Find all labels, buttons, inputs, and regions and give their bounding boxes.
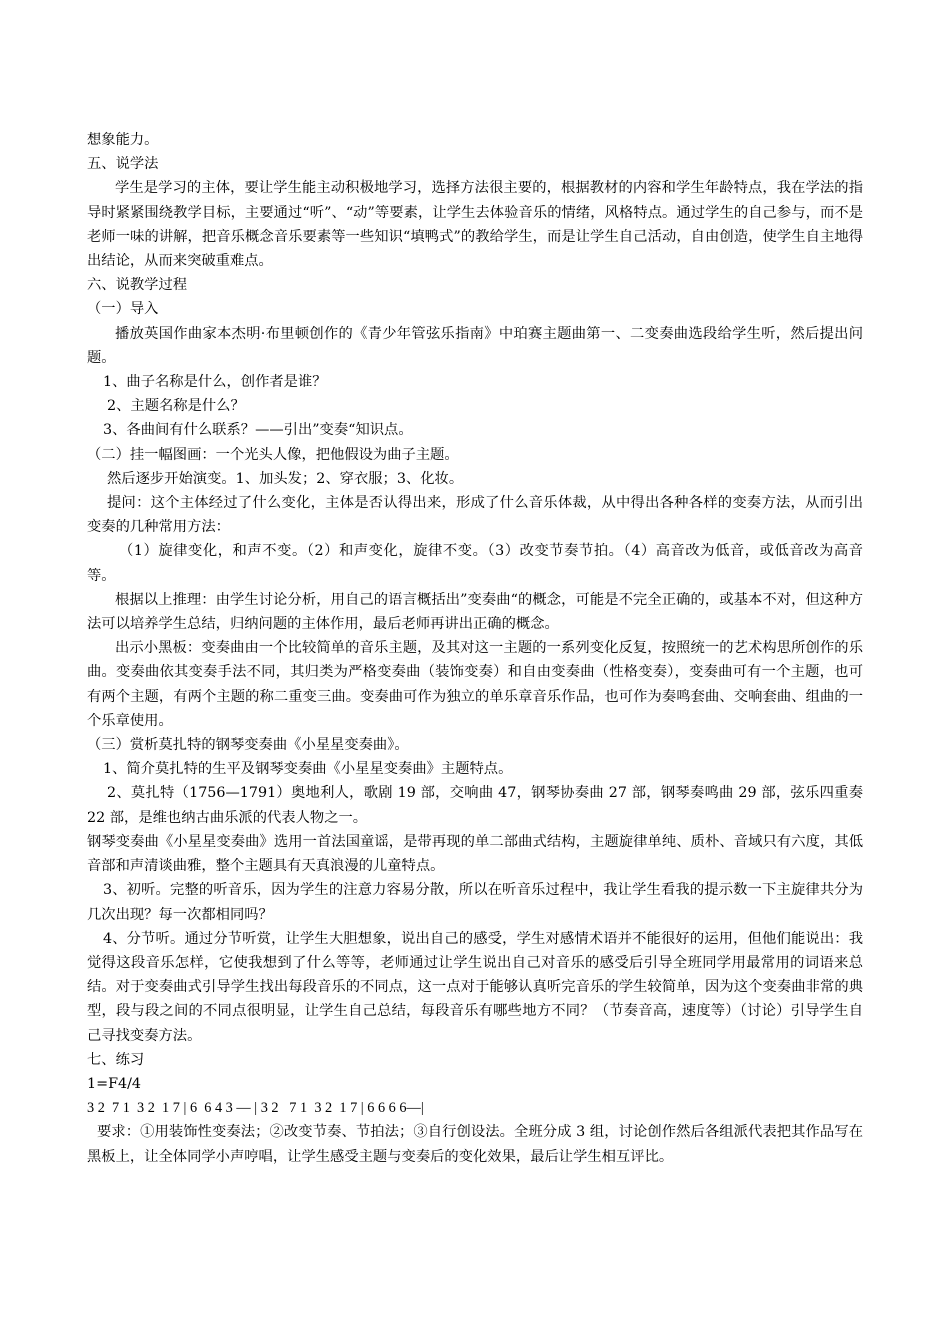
paragraph: 钢琴变奏曲《小星星变奏曲》选用一首法国童谣，是带再现的单二部曲式结构，主题旋律单纯、质朴、音域只有六度，其低音部和声清谈曲雅，整个主题具有天真浪漫的儿童特点。	[87, 833, 863, 875]
paragraph: 要求：①用装饰性变奏法；②改变节奏、节拍法；③自行创设法。全班分成 3 组，讨论创作然后各组派代表把其作品写在黑板上，让全体同学小声哼唱，让学生感受主题与变奏后的变化效果，最后让学生相互评比。	[87, 1124, 863, 1165]
subsection-heading: （二）挂一幅图画：一个光头人像，把他假设为曲子主题。	[87, 446, 459, 463]
section-heading: 七、练习	[87, 1051, 145, 1068]
paragraph: 学生是学习的主体，要让学生能主动积极地学习，选择方法很主要的，根据教材的内容和学生年龄特点，我在学法的指导时紧紧围绕教学目标，主要通过“听”、“动”等要素，让学生去体验音乐的情绪，风格特点。通过学生的自己参与，而不是老师一味的讲解，把音乐概念音乐要素等一些知识“填鸭式”的教给学生，而是让学生自己活动，自由创造，使学生自主地得出结论，从而来突破重难点。	[87, 180, 863, 270]
document-page	[87, 128, 863, 1169]
subsection-heading: （三）赏析莫扎特的钢琴变奏曲《小星星变奏曲》。	[87, 737, 409, 754]
list-item: 2、莫扎特（1756—1791）奥地利人，歌剧 19 部，交响曲 47，钢琴协奏曲 27 部，钢琴奏鸣曲 29 部，弦乐四重奏 22 部，是维也纳古曲乐派的代表人物之一。	[87, 785, 863, 826]
paragraph: 播放英国作曲家本杰明·布里顿创作的《青少年管弦乐指南》中珀赛主题曲第一、二变奏曲选段给学生听，然后提出问题。	[87, 325, 863, 366]
paragraph: （1）旋律变化，和声不变。（2）和声变化，旋律不变。（3）改变节奏节拍。（4）高音改为低音，或低音改为高音等。	[87, 543, 863, 584]
text-line: 想象能力。	[87, 132, 159, 148]
section-heading: 五、说学法	[87, 156, 159, 173]
list-item: 1、简介莫扎特的生平及钢琴变奏曲《小星星变奏曲》主题特点。	[103, 761, 513, 778]
paragraph: 提问：这个主体经过了什么变化，主体是否认得出来，形成了什么音乐体裁，从中得出各种各样的变奏方法，从而引出变奏的几种常用方法：	[87, 495, 863, 536]
key-signature: 1=F4/4	[87, 1075, 142, 1092]
question-item: 1、曲子名称是什么，创作者是谁？	[103, 374, 327, 391]
paragraph: 根据以上推理：由学生讨论分析，用自己的语言概括出”变奏曲“的概念，可能是不完全正确的，或基本不对，但这种方法可以培养学生总结，归纳问题的主体作用，最后老师再讲出正确的概念。	[87, 591, 863, 633]
paragraph: 然后逐步开始演变。1、加头发；2、穿衣服；3、化妆。	[107, 470, 464, 487]
paragraph: 出示小黑板：变奏曲由一个比较简单的音乐主题，及其对这一主题的一系列变化反复，按照统一的艺术构思所创作的乐曲。变奏曲依其变奏手法不同，其归类为严格变奏曲（装饰变奏）和自由变奏曲（性格变奏），变奏曲可有一个主题，也可有两个主题，有两个主题的称二重变三曲。变奏曲可作为独立的单乐章音乐作品，也可作为奏鸣套曲、交响套曲、组曲的一个乐章使用。	[87, 640, 863, 729]
question-item: 2、主题名称是什么？	[107, 398, 245, 415]
list-item: 4、分节听。通过分节听赏，让学生大胆想象，说出自己的感受，学生对感情术语并不能很好的运用，但他们能说出：我觉得这段音乐怎样，它使我想到了什么等等，老师通过让学生说出自己对音乐的感受后引导全班同学用最常用的词语来总结。对于变奏曲式引导学生找出每段音乐的不同点，这一点对于能够认真听完音乐的学生较简单，因为这个变奏曲非常的典型，段与段之间的不同点很明显，让学生自己总结，每段音乐有哪些地方不同？（节奏音高，速度等）（讨论）引导学生自己寻找变奏方法。	[87, 930, 863, 1044]
section-heading: 六、说教学过程	[87, 277, 188, 294]
subsection-heading: （一）导入	[87, 301, 159, 318]
list-item: 3、初听。完整的听音乐，因为学生的注意力容易分散，所以在听音乐过程中，我让学生看我的提示数一下主旋律共分为几次出现？每一次都相同吗？	[87, 882, 863, 923]
melody-notation: 3 2 7 1 3 2 1 7 | 6 6 4 3 — | 3 2 7 1 3 2 1 7 | 6 6 6 6—|	[87, 1100, 424, 1117]
question-item: 3、各曲间有什么联系？——引出”变奏“知识点。	[103, 422, 413, 439]
